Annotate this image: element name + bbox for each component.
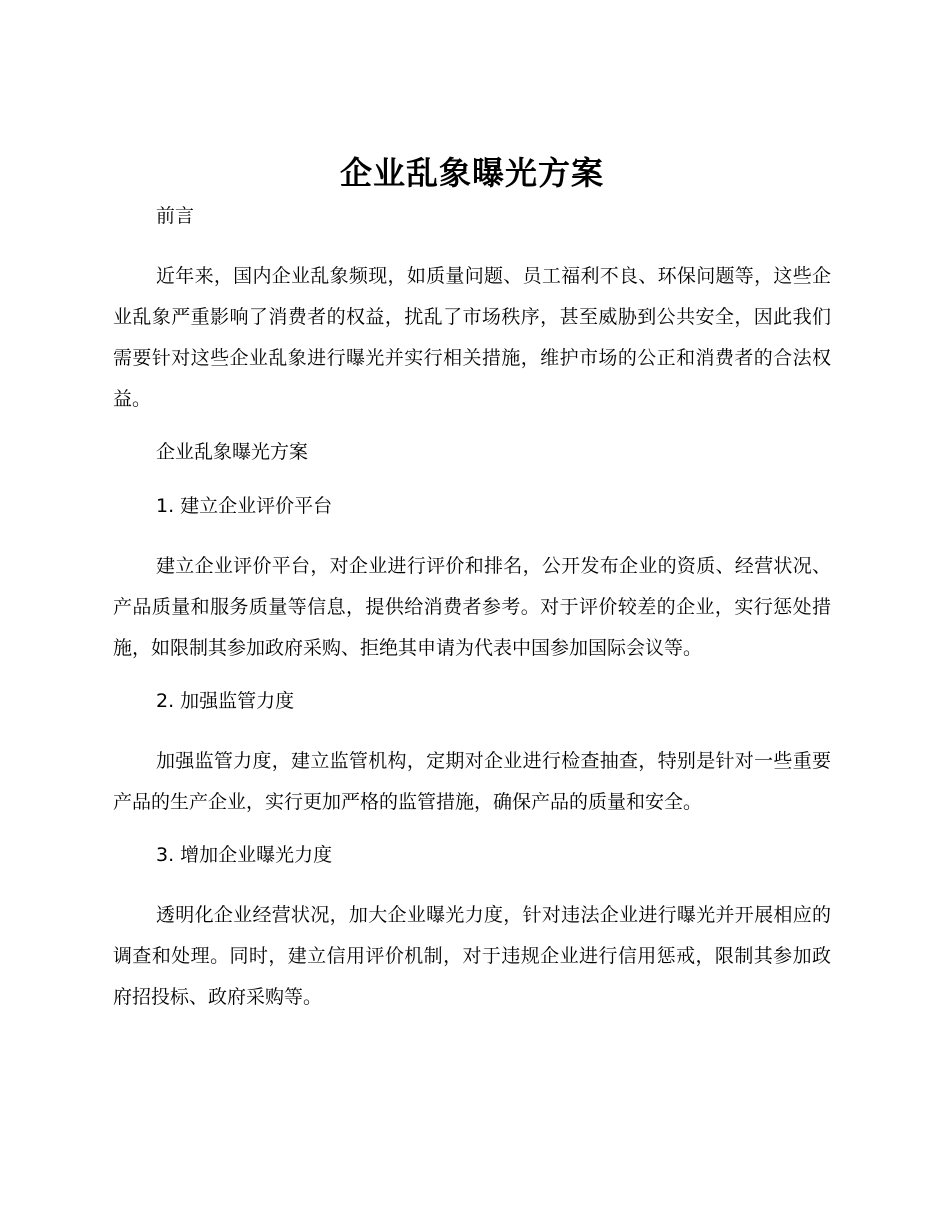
document-page (113, 150, 831, 1036)
section-2-heading: 2. 加强监管力度 (156, 690, 295, 712)
plan-heading: 企业乱象曝光方案 (156, 441, 309, 463)
section-3-paragraph: 透明化企业经营状况，加大企业曝光力度，针对违法企业进行曝光并开展相应的调查和处理。同时，建立信用评价机制，对于违规企业进行信用惩戒，限制其参加政府招投标、政府采购等。 (113, 904, 831, 1008)
document-title: 企业乱象曝光方案 (339, 154, 604, 192)
section-1-heading: 1. 建立企业评价平台 (156, 495, 333, 517)
section-1-paragraph: 建立企业评价平台，对企业进行评价和排名，公开发布企业的资质、经营状况、产品质量和服务质量等信息，提供给消费者参考。对于评价较差的企业，实行惩处措施，如限制其参加政府采购、拒绝其申请为代表中国参加国际会议等。 (113, 555, 831, 659)
section-2-paragraph: 加强监管力度，建立监管机构，定期对企业进行检查抽查，特别是针对一些重要产品的生产企业，实行更加严格的监管措施，确保产品的质量和安全。 (113, 750, 831, 813)
preface-heading: 前言 (156, 205, 195, 227)
preface-paragraph: 近年来，国内企业乱象频现，如质量问题、员工福利不良、环保问题等，这些企业乱象严重影响了消费者的权益，扰乱了市场秩序，甚至威胁到公共安全，因此我们需要针对这些企业乱象进行曝光并实行相关措施，维护市场的公正和消费者的合法权益。 (113, 265, 831, 410)
section-3-heading: 3. 增加企业曝光力度 (156, 844, 333, 866)
